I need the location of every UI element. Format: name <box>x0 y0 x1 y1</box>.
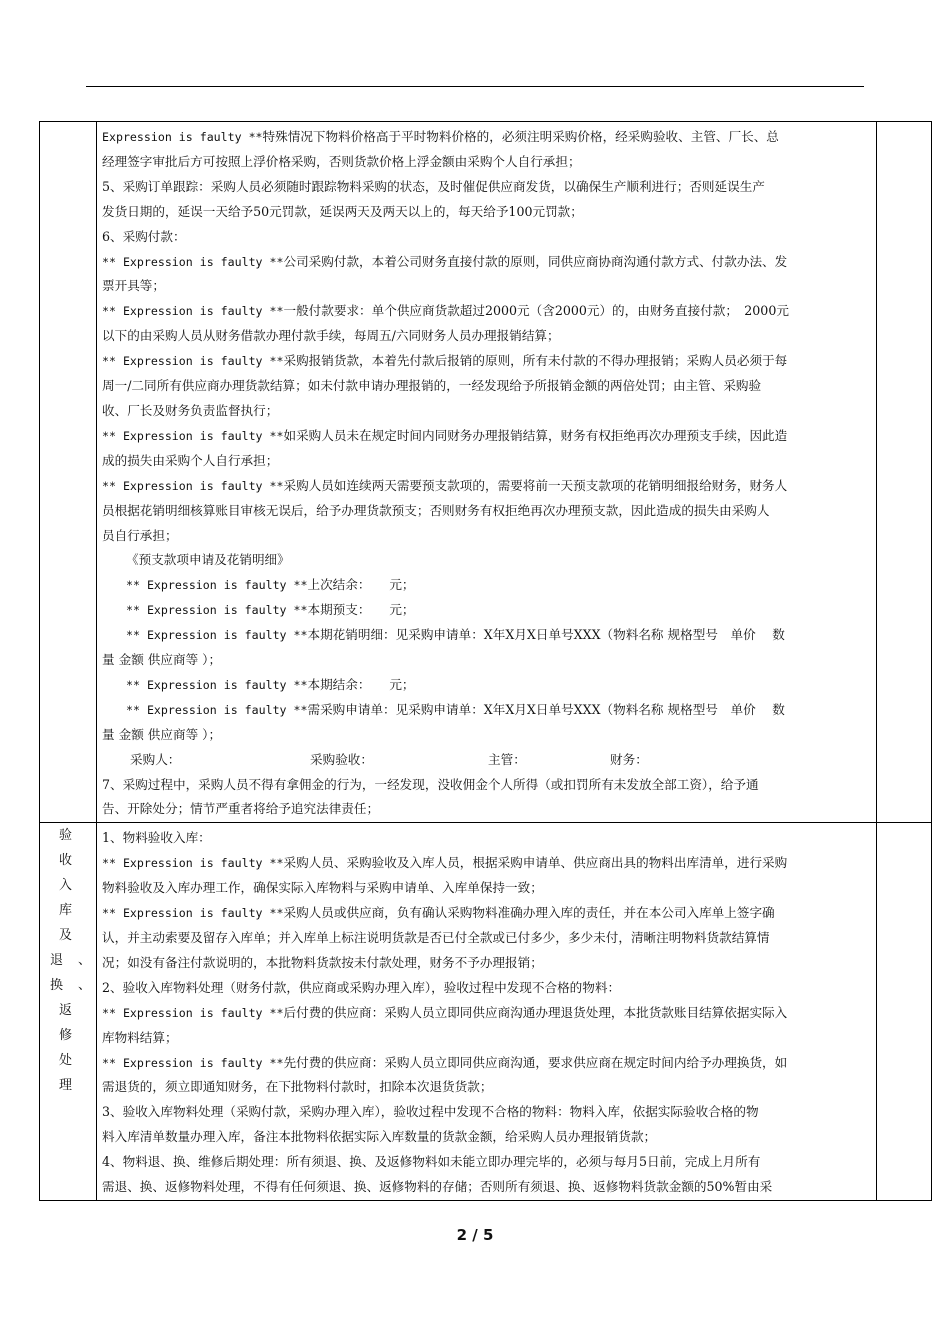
section-label-line: 及 <box>58 928 87 944</box>
page-number: 2 / 5 <box>456 1226 494 1244</box>
error-prefix: ** Expression is faulty ** <box>102 906 284 921</box>
line-text: 认，并主动索要及留存入库单；并入库单上标注说明货款是否已付全款或已付多少，多少未付，清晰注明物料货款结算情 <box>102 930 770 945</box>
line-text: 采购人员或供应商，负有确认采购物料准确办理入库的责任，并在本公司入库单上签字确 <box>283 905 775 921</box>
error-prefix: ** Expression is faulty ** <box>102 428 284 443</box>
signature-row <box>102 748 872 773</box>
line-text: 员根据花销明细核算账目审核无误后，给予办理货款预支；否则财务有权拒绝再次办理预支款，因此造成的损失由采购人 <box>102 502 770 518</box>
text-line <box>102 449 872 474</box>
text-line <box>102 876 872 901</box>
line-text: 上次结余： 元； <box>307 577 415 593</box>
text-line <box>102 826 872 851</box>
line-text: 员自行承担； <box>102 527 178 543</box>
line-text: 后付费的供应商：采购人员立即同供应商沟通办理退货处理，本批货款账目结算依据实际入 <box>283 1004 788 1020</box>
text-line <box>102 524 872 549</box>
error-prefix: ** Expression is faulty ** <box>102 304 284 319</box>
line-text: 况；如没有备注付款说明的，本批物料货款按未付款处理，财务不予办理报销； <box>102 954 543 970</box>
error-prefix: ** Expression is faulty ** <box>102 354 284 369</box>
text-line <box>102 274 872 299</box>
row1-content <box>97 122 876 822</box>
section-label-line: 入库 <box>58 878 87 919</box>
row2-remark-cell <box>877 823 932 1201</box>
text-line <box>102 901 872 926</box>
text-line <box>102 1150 872 1175</box>
line-text: 4、物料退、换、维修后期处理：所有须退、换、及返修物料如未能立即办理完毕的，必须与每月5日前，完成上月所有 <box>102 1154 761 1170</box>
line-text: 本期花销明细：见采购申请单：X年X月X日单号XXX（物料名称 规格型号 单价 数 <box>307 627 785 643</box>
text-line <box>102 1001 872 1026</box>
text-line <box>102 499 872 524</box>
text-line <box>102 175 872 200</box>
section-label-line: 返修 <box>58 1003 87 1044</box>
line-text: 库物料结算； <box>102 1029 178 1045</box>
line-text: 量 金额 供应商等 ）； <box>102 726 222 742</box>
line-text: 采购报销货款，本着先付款后报销的原则，所有未付款的不得办理报销；采购人员必须于每 <box>283 353 788 369</box>
text-line <box>102 797 872 822</box>
signature-label: 采购验收： <box>310 751 373 767</box>
line-text: 经理签字审批后方可按照上浮价格采购，否则货款价格上浮金额由采购个人自行承担； <box>102 153 581 169</box>
text-line <box>102 598 872 623</box>
row1-remark-cell <box>877 122 932 823</box>
text-line <box>102 698 872 723</box>
line-text: 周一/二同所有供应商办理货款结算；如未付款申请办理报销的，一经发现给予所报销金额的两倍处罚；由主管、采购验 <box>102 378 762 394</box>
text-line <box>102 349 872 374</box>
text-line <box>102 773 872 798</box>
header-rule <box>86 86 864 87</box>
text-line <box>102 374 872 399</box>
section-label-line: 退、 <box>50 953 107 969</box>
text-line <box>102 150 872 175</box>
text-line <box>102 976 872 1001</box>
row1-content-cell <box>97 122 877 823</box>
section-label-line: 验收 <box>58 828 87 869</box>
signature-label: 财务： <box>610 751 648 767</box>
line-text: 7、采购过程中，采购人员不得有拿佣金的行为，一经发现，没收佣金个人所得（或扣罚所有未发放全部工资），给予通 <box>102 776 759 792</box>
row2-content-cell <box>97 823 877 1201</box>
text-line <box>102 723 872 748</box>
line-text: 需退货的，须立即通知财务，在下批物料付款时，扣除本次退货货款； <box>102 1079 493 1095</box>
line-text: 收、厂长及财务负责监督执行； <box>102 402 279 418</box>
line-text: 本期结余： 元； <box>307 676 415 692</box>
line-text: 5、采购订单跟踪：采购人员必须随时跟踪物料采购的状态，及时催促供应商发货，以确保生产顺利进行；否则延误生产 <box>102 178 765 194</box>
text-line <box>102 225 872 250</box>
table-row <box>40 823 932 1201</box>
text-line <box>102 1075 872 1100</box>
line-text: 先付费的供应商：采购人员立即同供应商沟通，要求供应商在规定时间内给予办理换货，如 <box>283 1054 788 1070</box>
text-line <box>102 474 872 499</box>
text-line <box>102 424 872 449</box>
line-text: 特殊情况下物料价格高于平时物料价格的，必须注明采购价格，经采购验收、主管、厂长、总 <box>262 129 779 144</box>
text-line <box>102 250 872 275</box>
line-text: 需采购申请单：见采购申请单：X年X月X日单号XXX（物料名称 规格型号 单价 数 <box>307 701 785 717</box>
text-line <box>102 200 872 225</box>
error-prefix: ** Expression is faulty ** <box>102 856 284 871</box>
table-row <box>40 122 932 823</box>
row2-label-cell <box>40 823 107 1201</box>
line-text: 发货日期的，延误一天给予50元罚款，延误两天及两天以上的，每天给予100元罚款； <box>102 203 583 219</box>
text-line <box>102 548 872 573</box>
line-text: 如采购人员未在规定时间内同财务办理报销结算，财务有权拒绝再次办理预支手续，因此造 <box>283 427 788 443</box>
line-text: 采购人员、采购验收及入库人员，根据采购申请单、供应商出具的物料出库清单，进行采购 <box>283 855 788 871</box>
line-text: 告、开除处分；情节严重者将给予追究法律责任； <box>102 801 380 817</box>
line-text: 量 金额 供应商等 ）； <box>102 652 222 668</box>
row1-label-cell <box>40 122 97 823</box>
error-prefix: ** Expression is faulty ** <box>102 478 284 493</box>
text-line <box>102 851 872 876</box>
error-prefix: ** Expression is faulty ** <box>126 628 308 643</box>
row2-label <box>40 823 107 1098</box>
row2-content <box>97 823 876 1200</box>
error-prefix: ** Expression is faulty ** <box>102 254 284 269</box>
text-line <box>102 573 872 598</box>
line-text: 《预支款项申请及花销明细》 <box>126 552 290 568</box>
error-prefix: ** Expression is faulty ** <box>102 1005 284 1020</box>
error-prefix: ** Expression is faulty ** <box>126 578 308 593</box>
policy-table <box>39 121 932 1201</box>
text-line <box>102 926 872 951</box>
line-text: 票开具等； <box>102 278 165 294</box>
signature-label: 主管： <box>488 751 526 767</box>
line-text: 以下的由采购人员从财务借款办理付款手续，每周五/六同财务人员办理报销结算； <box>102 328 560 344</box>
line-text: 6、采购付款： <box>102 228 186 244</box>
line-text: 1、物料验收入库： <box>102 830 211 846</box>
error-prefix: ** Expression is faulty ** <box>126 603 308 618</box>
line-text: 需退、换、返修物料处理，不得有任何须退、换、返修物料的存储；否则所有须退、换、返修物料货款金额的50%暂由采 <box>102 1179 773 1195</box>
line-text: 2、验收入库物料处理（财务付款，供应商或采购办理入库），验收过程中发现不合格的物料： <box>102 979 621 995</box>
text-line <box>102 1125 872 1150</box>
text-line <box>102 623 872 648</box>
text-line <box>102 1100 872 1125</box>
text-line <box>102 673 872 698</box>
error-prefix: ** Expression is faulty ** <box>126 702 308 717</box>
line-text: 一般付款要求：单个供应商货款超过2000元（含2000元）的，由财务直接付款； 2000元 <box>283 303 789 319</box>
error-prefix: Expression is faulty ** <box>102 130 263 144</box>
line-text: 物料验收及入库办理工作，确保实际入库物料与采购申请单、入库单保持一致； <box>102 880 543 896</box>
text-line <box>102 1026 872 1051</box>
line-text: 采购人员如连续两天需要预支款项的，需要将前一天预支款项的花销明细报给财务，财务人 <box>283 477 788 493</box>
text-line <box>102 1051 872 1076</box>
line-text: 本期预支： 元； <box>307 602 415 618</box>
error-prefix: ** Expression is faulty ** <box>126 677 308 692</box>
signature-label: 采购人： <box>130 751 181 767</box>
text-line <box>102 299 872 324</box>
line-text: 3、验收入库物料处理（采购付款，采购办理入库），验收过程中发现不合格的物料：物料入库，依据实际验收合格的物 <box>102 1104 759 1120</box>
text-line <box>102 125 872 150</box>
text-line <box>102 951 872 976</box>
line-text: 公司采购付款，本着公司财务直接付款的原则，同供应商协商沟通付款方式、付款办法、发 <box>283 253 788 269</box>
text-line <box>102 648 872 673</box>
text-line <box>102 399 872 424</box>
section-label-line: 处理 <box>58 1053 87 1094</box>
text-line <box>102 1175 872 1200</box>
line-text: 料入库清单数量办理入库，备注本批物料依据实际入库数量的货款金额，给采购人员办理报销货款； <box>102 1129 657 1145</box>
error-prefix: ** Expression is faulty ** <box>102 1055 284 1070</box>
line-text: 成的损失由采购个人自行承担； <box>102 452 279 468</box>
section-label-line: 换、 <box>50 978 107 994</box>
text-line <box>102 324 872 349</box>
